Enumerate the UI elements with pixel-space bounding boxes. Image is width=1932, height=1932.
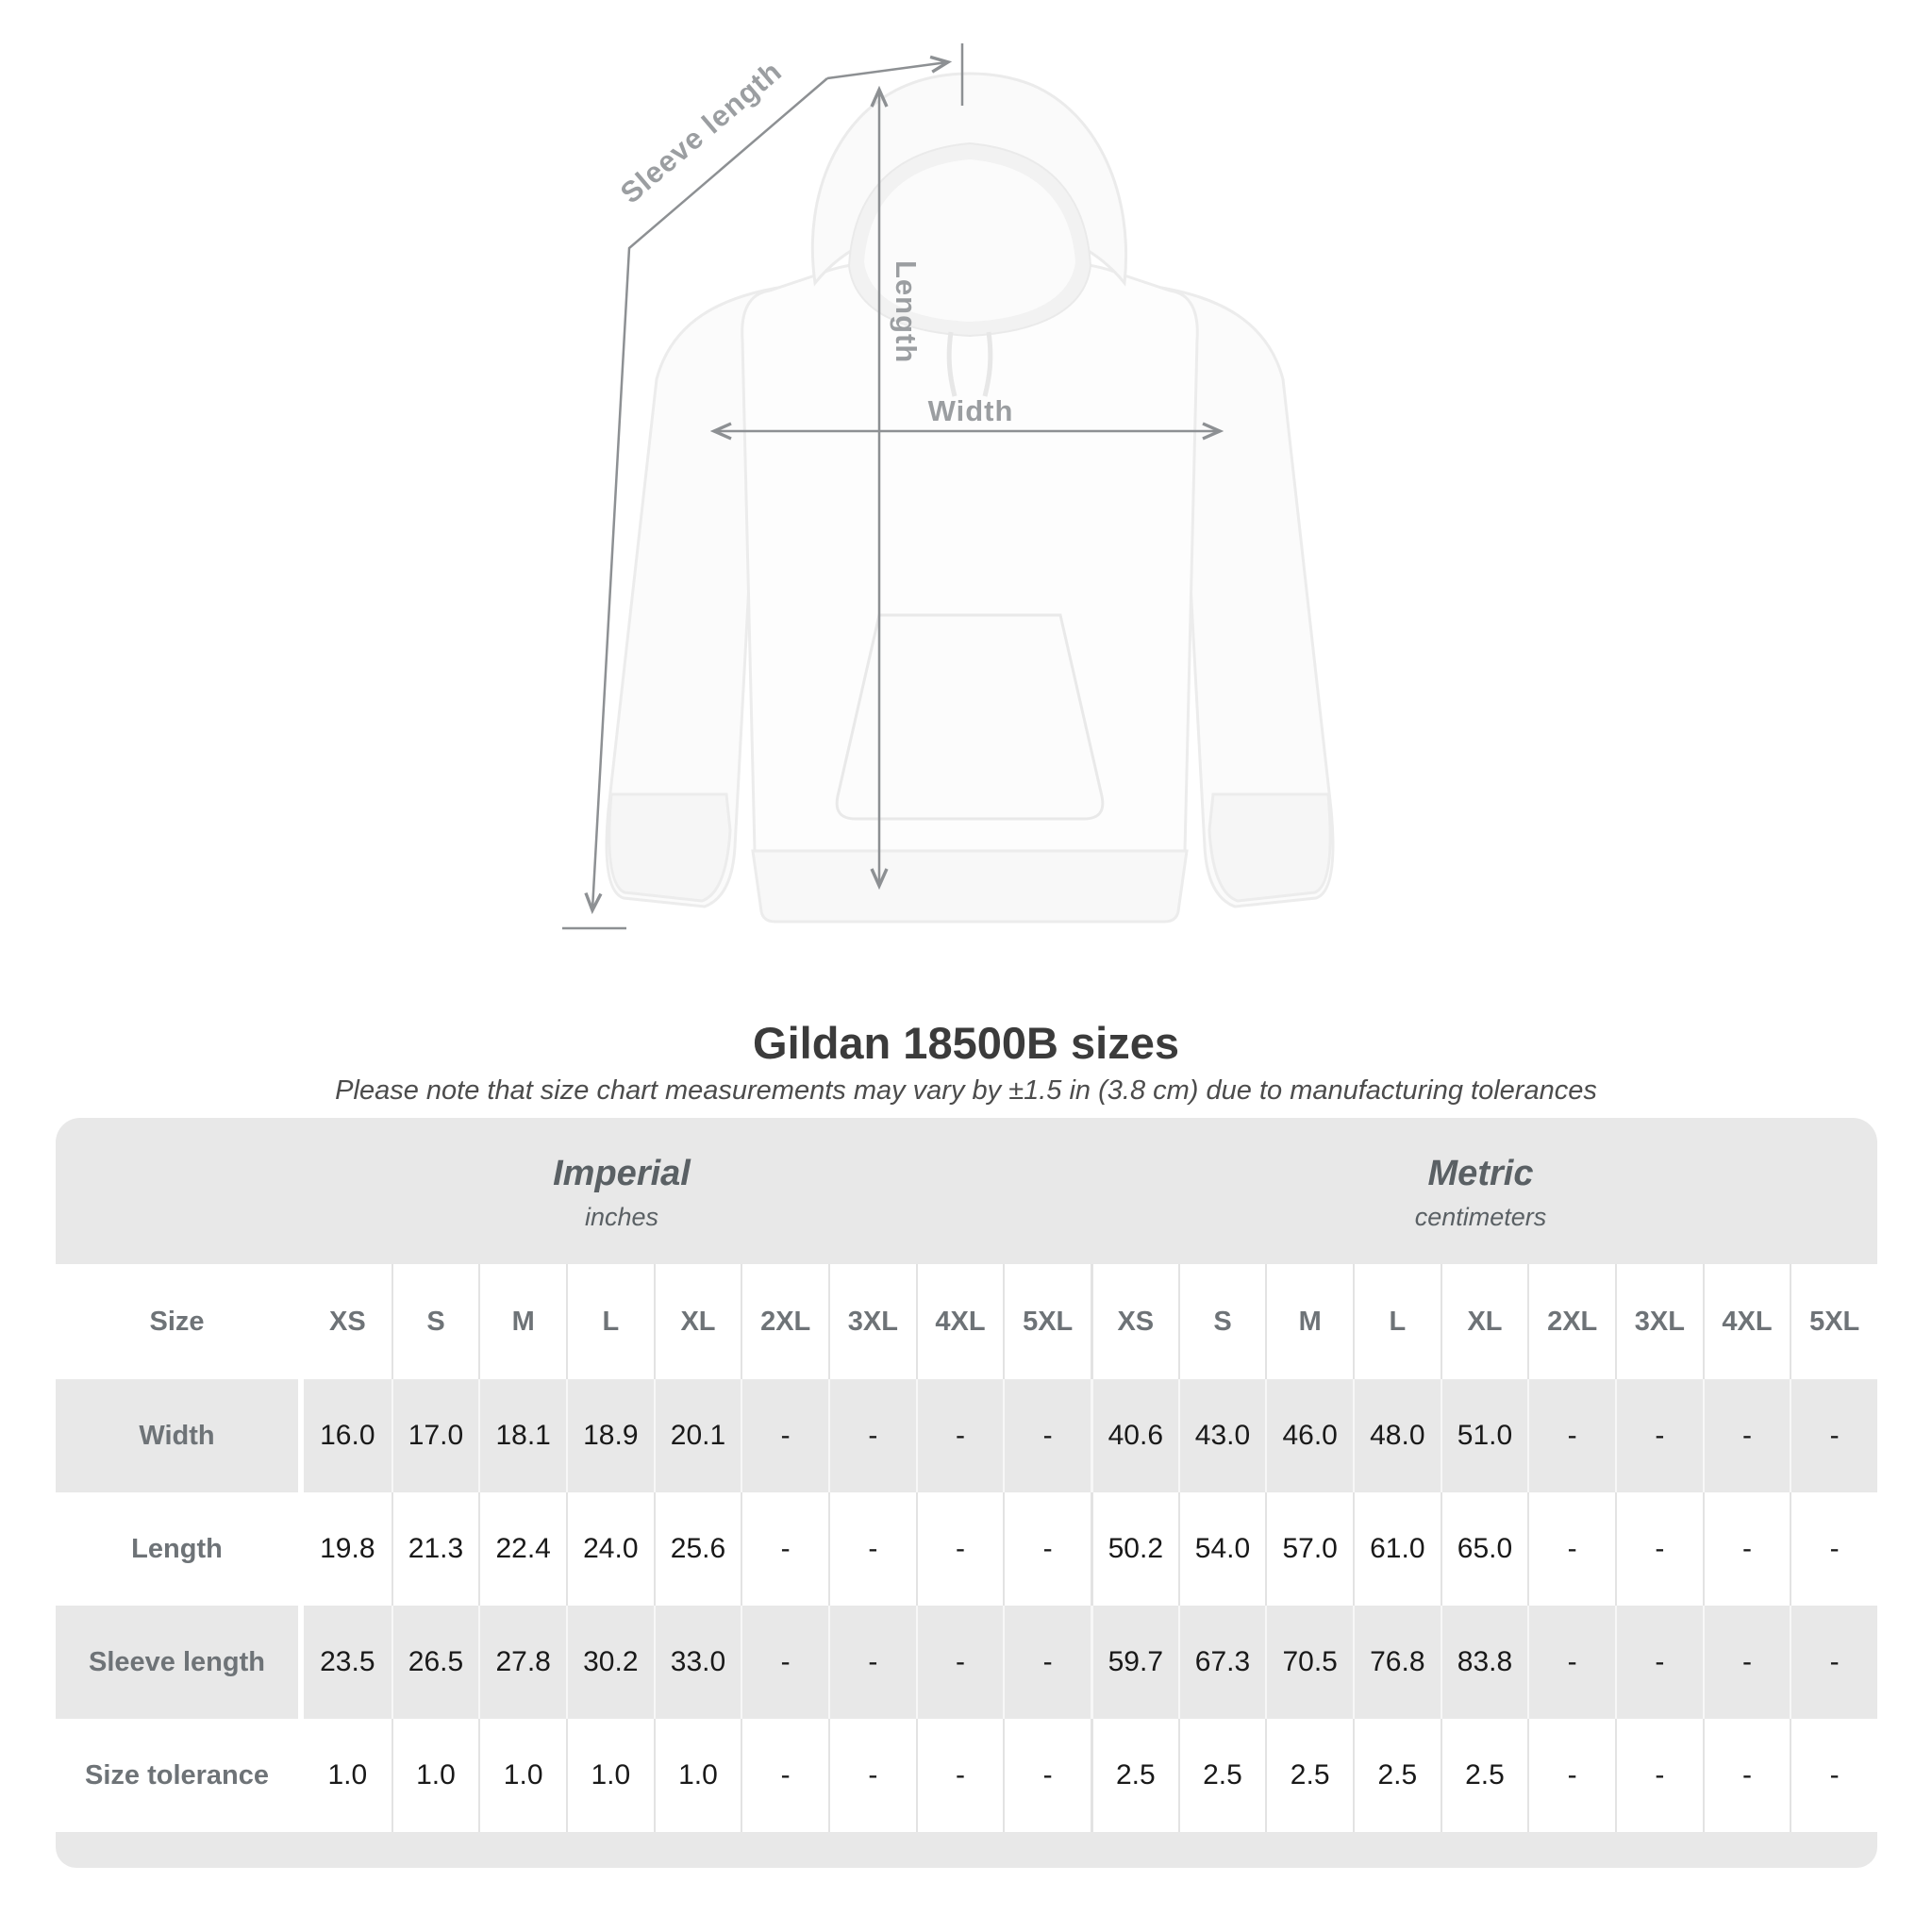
tolerance-note: Please note that size chart measurements may vary by ±1.5 in (3.8 cm) due to manufacturing tolerances xyxy=(335,1075,1597,1106)
value-cell-imperial: 21.3 xyxy=(391,1492,479,1606)
value-cell-metric: - xyxy=(1527,1379,1615,1492)
value-cell-metric: - xyxy=(1615,1606,1703,1719)
value-cell-imperial: 25.6 xyxy=(654,1492,741,1606)
row-label: Width xyxy=(56,1379,298,1492)
value-cell-metric: 43.0 xyxy=(1178,1379,1266,1492)
size-column-header-metric: 2XL xyxy=(1527,1264,1615,1379)
value-cell-metric: 40.6 xyxy=(1091,1379,1178,1492)
size-grid xyxy=(56,1264,1877,1832)
value-cell-imperial: 30.2 xyxy=(566,1606,654,1719)
width-label: Width xyxy=(927,394,1014,427)
value-cell-metric: - xyxy=(1790,1492,1877,1606)
value-cell-imperial: - xyxy=(828,1492,916,1606)
value-cell-imperial: - xyxy=(828,1719,916,1832)
value-cell-imperial: 24.0 xyxy=(566,1492,654,1606)
value-cell-metric: - xyxy=(1527,1606,1615,1719)
size-column-header-imperial: S xyxy=(391,1264,479,1379)
value-cell-metric: - xyxy=(1790,1379,1877,1492)
length-label: Length xyxy=(890,260,923,364)
value-cell-imperial: 16.0 xyxy=(304,1379,391,1492)
imperial-title: Imperial xyxy=(553,1154,691,1193)
value-cell-imperial: - xyxy=(1003,1606,1091,1719)
value-cell-metric: - xyxy=(1527,1719,1615,1832)
value-cell-metric: - xyxy=(1703,1492,1790,1606)
size-column-header-metric: 3XL xyxy=(1615,1264,1703,1379)
value-cell-imperial: - xyxy=(916,1492,1004,1606)
size-header-row xyxy=(56,1264,1877,1379)
value-cell-metric: 2.5 xyxy=(1178,1719,1266,1832)
size-table xyxy=(56,1118,1877,1868)
imperial-section-header xyxy=(56,1118,1084,1264)
value-cell-imperial: - xyxy=(916,1719,1004,1832)
size-column-header-metric: L xyxy=(1353,1264,1441,1379)
value-cell-metric: - xyxy=(1527,1492,1615,1606)
size-column-header-imperial: 5XL xyxy=(1003,1264,1091,1379)
size-column-header-metric: 5XL xyxy=(1790,1264,1877,1379)
value-cell-imperial: 1.0 xyxy=(478,1719,566,1832)
size-column-header-imperial: 3XL xyxy=(828,1264,916,1379)
value-cell-imperial: 23.5 xyxy=(304,1606,391,1719)
value-cell-imperial: 20.1 xyxy=(654,1379,741,1492)
value-cell-metric: 2.5 xyxy=(1091,1719,1178,1832)
value-cell-imperial: 26.5 xyxy=(391,1606,479,1719)
size-corner-label: Size xyxy=(56,1264,298,1379)
measurement-row xyxy=(56,1719,1877,1832)
value-cell-imperial: - xyxy=(916,1606,1004,1719)
value-cell-metric: 83.8 xyxy=(1441,1606,1528,1719)
value-cell-metric: 51.0 xyxy=(1441,1379,1528,1492)
value-cell-metric: 2.5 xyxy=(1353,1719,1441,1832)
value-cell-imperial: 1.0 xyxy=(391,1719,479,1832)
measurement-row xyxy=(56,1492,1877,1606)
value-cell-metric: 65.0 xyxy=(1441,1492,1528,1606)
value-cell-metric: 57.0 xyxy=(1265,1492,1353,1606)
value-cell-imperial: 33.0 xyxy=(654,1606,741,1719)
value-cell-imperial: 22.4 xyxy=(478,1492,566,1606)
value-cell-metric: - xyxy=(1703,1719,1790,1832)
sleeve-arrow-segment xyxy=(827,62,947,78)
value-cell-imperial: 19.8 xyxy=(304,1492,391,1606)
value-cell-metric: - xyxy=(1790,1606,1877,1719)
table-footer-bar xyxy=(56,1832,1877,1868)
value-cell-metric: - xyxy=(1790,1719,1877,1832)
size-column-header-metric: XL xyxy=(1441,1264,1528,1379)
value-cell-metric: 46.0 xyxy=(1265,1379,1353,1492)
value-cell-imperial: 18.9 xyxy=(566,1379,654,1492)
size-column-header-imperial: XL xyxy=(654,1264,741,1379)
imperial-unit: inches xyxy=(584,1203,659,1231)
value-cell-metric: - xyxy=(1615,1719,1703,1832)
measurement-row xyxy=(56,1606,1877,1719)
value-cell-imperial: 27.8 xyxy=(478,1606,566,1719)
row-label: Sleeve length xyxy=(56,1606,298,1719)
measurement-row xyxy=(56,1379,1877,1492)
sleeve-length-label: Sleeve length xyxy=(613,54,789,210)
row-label: Size tolerance xyxy=(56,1719,298,1832)
value-cell-metric: 76.8 xyxy=(1353,1606,1441,1719)
value-cell-metric: 59.7 xyxy=(1091,1606,1178,1719)
size-column-header-imperial: 4XL xyxy=(916,1264,1004,1379)
value-cell-metric: 48.0 xyxy=(1353,1379,1441,1492)
size-column-header-metric: M xyxy=(1265,1264,1353,1379)
value-cell-imperial: - xyxy=(741,1606,828,1719)
metric-section-header xyxy=(1084,1118,1877,1264)
value-cell-metric: - xyxy=(1615,1379,1703,1492)
value-cell-imperial: - xyxy=(828,1606,916,1719)
value-cell-imperial: - xyxy=(1003,1379,1091,1492)
value-cell-metric: 54.0 xyxy=(1178,1492,1266,1606)
value-cell-imperial: - xyxy=(741,1379,828,1492)
value-cell-metric: - xyxy=(1615,1492,1703,1606)
value-cell-metric: 67.3 xyxy=(1178,1606,1266,1719)
value-cell-imperial: 1.0 xyxy=(566,1719,654,1832)
value-cell-imperial: - xyxy=(741,1719,828,1832)
metric-unit: centimeters xyxy=(1414,1203,1547,1231)
value-cell-metric: 70.5 xyxy=(1265,1606,1353,1719)
size-column-header-imperial: 2XL xyxy=(741,1264,828,1379)
value-cell-metric: - xyxy=(1703,1606,1790,1719)
size-column-header-imperial: XS xyxy=(304,1264,391,1379)
value-cell-metric: 2.5 xyxy=(1265,1719,1353,1832)
value-cell-imperial: - xyxy=(741,1492,828,1606)
size-column-header-metric: 4XL xyxy=(1703,1264,1790,1379)
value-cell-imperial: 1.0 xyxy=(304,1719,391,1832)
value-cell-metric: 2.5 xyxy=(1441,1719,1528,1832)
value-cell-imperial: - xyxy=(916,1379,1004,1492)
value-cell-imperial: 1.0 xyxy=(654,1719,741,1832)
value-cell-imperial: - xyxy=(828,1379,916,1492)
value-cell-metric: 50.2 xyxy=(1091,1492,1178,1606)
value-cell-metric: 61.0 xyxy=(1353,1492,1441,1606)
value-cell-imperial: - xyxy=(1003,1492,1091,1606)
size-column-header-metric: S xyxy=(1178,1264,1266,1379)
size-column-header-imperial: L xyxy=(566,1264,654,1379)
row-label: Length xyxy=(56,1492,298,1606)
size-column-header-imperial: M xyxy=(478,1264,566,1379)
unit-header-band xyxy=(56,1118,1877,1264)
hoodie-image xyxy=(607,74,1333,922)
metric-title: Metric xyxy=(1427,1154,1534,1193)
value-cell-imperial: 18.1 xyxy=(478,1379,566,1492)
value-cell-imperial: - xyxy=(1003,1719,1091,1832)
size-column-header-metric: XS xyxy=(1091,1264,1178,1379)
value-cell-imperial: 17.0 xyxy=(391,1379,479,1492)
value-cell-metric: - xyxy=(1703,1379,1790,1492)
page-title: Gildan 18500B sizes xyxy=(753,1018,1179,1068)
